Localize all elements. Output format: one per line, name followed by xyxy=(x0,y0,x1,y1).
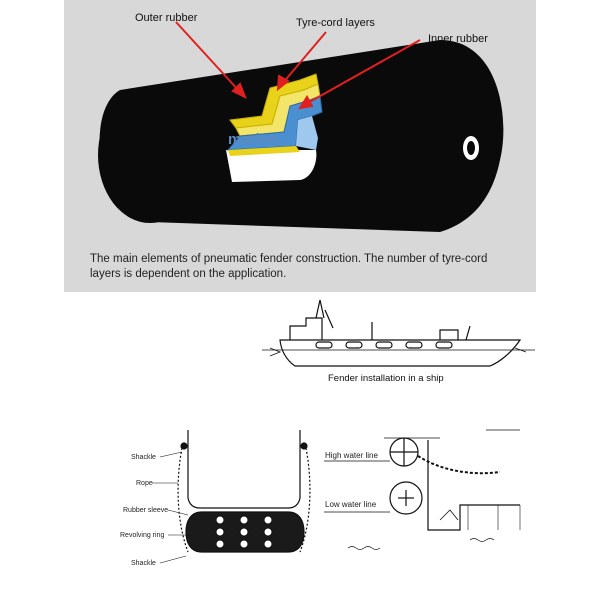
water-line-diagram xyxy=(324,430,520,550)
fender-cross-section xyxy=(152,430,310,563)
high-water-line-label: High water line xyxy=(325,451,378,460)
outer-rubber-label: Outer rubber xyxy=(135,12,198,24)
low-water-line-label: Low water line xyxy=(325,500,377,509)
rubber-sleeve-label: Rubber sleeve xyxy=(123,507,169,514)
shackle-bottom-label: Shackle xyxy=(131,560,156,567)
watermark-text: marine. xyxy=(228,131,282,148)
inner-rubber-label: Inner rubber xyxy=(428,33,488,45)
ship-elevation xyxy=(262,300,535,366)
construction-caption-line1: The main elements of pneumatic fender construction. The number of tyre-cord xyxy=(90,253,488,265)
shackle-top-label: Shackle xyxy=(131,454,156,461)
ship-installation-caption: Fender installation in a ship xyxy=(328,373,444,384)
tyre-cord-layers-label: Tyre-cord layers xyxy=(296,17,375,29)
revolving-ring-label: Revolving ring xyxy=(120,532,165,539)
rope-label: Rope xyxy=(136,480,153,487)
construction-caption-line2: layers is dependent on the application. xyxy=(90,268,287,280)
